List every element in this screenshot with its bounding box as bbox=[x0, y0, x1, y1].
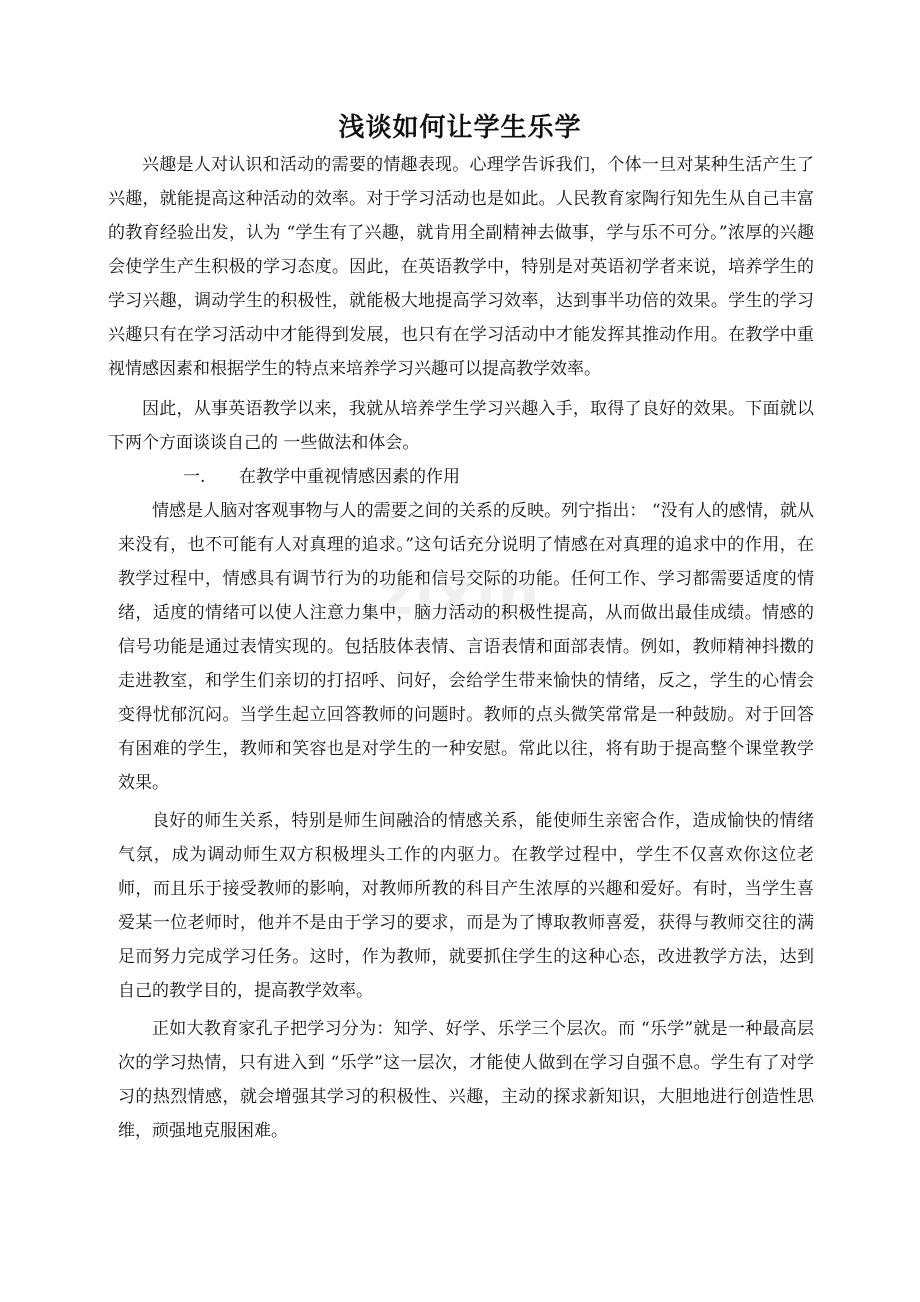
section-paragraph: 情感是人脑对客观事物与人的需要之间的关系的反映。列宁指出： “没有人的感情，就从来没有，也不可能有人对真理的追求。”这句话充分说明了情感在对真理的追求中的作用，在教学过程中，情感具有调节行为的功能和信号交际的功能。任何工作、学习都需要适度的情绪，适度的情绪可以使人注意力集中，脑力活动的积极性提高，从而做出最佳成绩。情感的信号功能是通过表情实现的。包括肢体表情、言语表情和面部表情。例如，教师精神抖擞的走进教室，和学生们亲切的打招呼、问好，会给学生带来愉快的情绪，反之，学生的心情会变得忧郁沉闷。当学生起立回答教师的问题时。教师的点头微笑常常是一种鼓励。对于回答有困难的学生，教师和笑容也是对学生的一种安慰。常此以往，将有助于提高整个课堂教学效果。 bbox=[118, 501, 814, 793]
watermark: zixin bbox=[378, 560, 542, 628]
section-heading-text: 在教学中重视情感因素的作用 bbox=[239, 467, 460, 487]
section-paragraph: 正如大教育家孔子把学习分为：知学、好学、乐学三个层次。而 “乐学”就是一种最高层次的学习热情，只有进入到 “乐学”这一层次，才能使人做到在学习自强不息。学生有了对学习的热烈情感，就会增强其学习的积极性、兴趣，主动的探求新知识，大胆地进行创造性思维，顽强地克服困难。 bbox=[118, 1019, 814, 1141]
document-body bbox=[108, 148, 814, 1152]
document-title: 浅谈如何让学生乐学 bbox=[338, 113, 582, 143]
intro-paragraph: 兴趣是人对认识和活动的需要的情趣表现。心理学告诉我们，个体一旦对某种生活产生了兴趣，就能提高这种活动的效率。对于学习活动也是如此。人民教育家陶行知先生从自己丰富的教育经验出发，认为 “学生有了兴趣，就肯用全副精神去做事，学与乐不可分。”浓厚的兴趣会使学生产生积极的学习态度。因此，在英语教学中，特别是对英语初学者来说，培养学生的学习兴趣，调动学生的积极性，就能极大地提高学习效率，达到事半功倍的效果。学生的学习兴趣只有在学习活动中才能得到发展，也只有在学习活动中才能发挥其推动作用。在教学中重视情感因素和根据学生的特点来培养学习兴趣可以提高教学效率。 bbox=[108, 155, 814, 379]
section-heading bbox=[108, 460, 814, 494]
section-number: 一. bbox=[183, 467, 206, 487]
section-paragraph: 良好的师生关系，特别是师生间融洽的情感关系，能使师生亲密合作，造成愉快的情绪气氛，成为调动师生双方积极埋头工作的内驱力。在教学过程中，学生不仅喜欢你这位老师，而且乐于接受教师的影响，对教师所教的科目产生浓厚的兴趣和爱好。有时，当学生喜爱某一位老师时，他并不是由于学习的要求，而是为了博取教师喜爱，获得与教师交往的满足而努力完成学习任务。这时，作为教师，就要抓住学生的这种心态，改进教学方法，达到自己的教学目的，提高教学效率。 bbox=[118, 811, 814, 1001]
intro-paragraph-2: 因此，从事英语教学以来，我就从培养学生学习兴趣入手，取得了良好的效果。下面就以下两个方面谈谈自己的 一些做法和体会。 bbox=[108, 399, 814, 453]
section-body bbox=[108, 494, 814, 1148]
